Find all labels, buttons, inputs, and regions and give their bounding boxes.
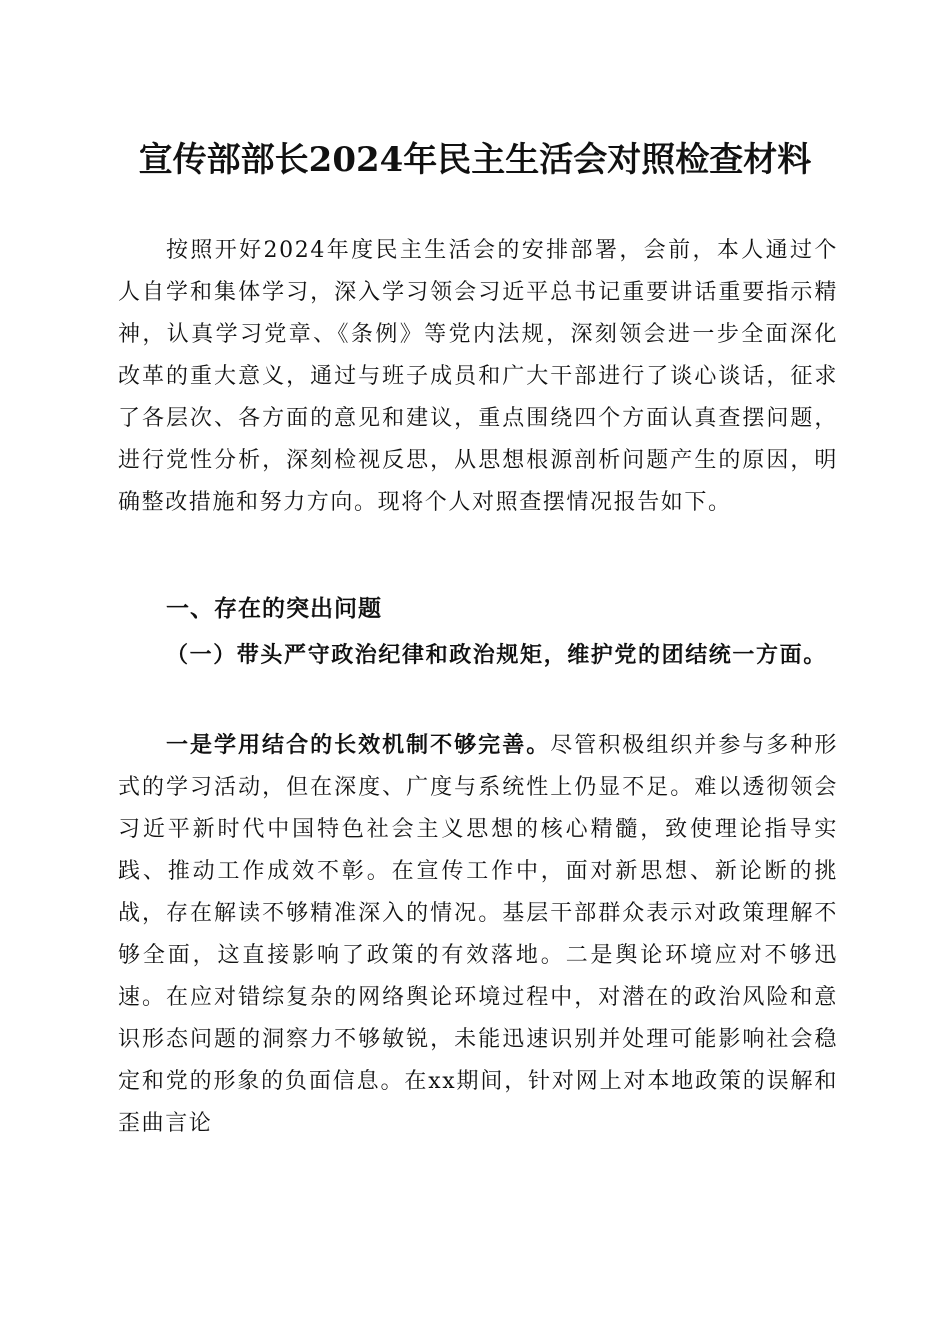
body-paragraph [118, 724, 838, 1145]
point-one-lead: 一是学用结合的长效机制不够完善。 [166, 732, 551, 758]
point-one-text: 尽管积极组织并参与多种形式的学习活动，但在深度、广度与系统性上仍显不足。难以透彻领会习近平新时代中国特色社会主义思想的核心精髓，致使理论指导实践、推动工作成效不彰。在宣传工作中，面对新思想、新论断的挑战，存在解读不够精准深入的情况。基层干部群众表示对政策理解不够全面，这直接影响了政策的有效落地。 [118, 733, 838, 968]
section-heading: 一、存在的突出问题 [166, 596, 382, 622]
point-two-text: 在应对错综复杂的网络舆论环境过程中，对潜在的政治风险和意识形态问题的洞察力不够敏锐，未能迅速识别并处理可能影响社会稳定和党的形象的负面信息。在xx期间，针对网上对本地政策的误解和歪曲言论 [118, 985, 838, 1136]
subsection-heading: （一）带头严守政治纪律和政治规矩，维护党的团结统一方面。 [166, 642, 827, 668]
intro-paragraph: 按照开好2024年度民主生活会的安排部署，会前，本人通过个人自学和集体学习，深入学习领会习近平总书记重要讲话重要指示精神，认真学习党章、《条例》等党内法规，深刻领会进一步全面深化改革的重大意义，通过与班子成员和广大干部进行了谈心谈话，征求了各层次、各方面的意见和建议，重点围绕四个方面认真查摆问题，进行党性分析，深刻检视反思，从思想根源剖析问题产生的原因，明确整改措施和努力方向。现将个人对照查摆情况报告如下。 [118, 238, 838, 515]
document-title: 宣传部部长2024年民主生活会对照检查材料 [138, 140, 812, 180]
point-two-lead: 二是舆论环境应对不够迅速。 [118, 943, 838, 1010]
